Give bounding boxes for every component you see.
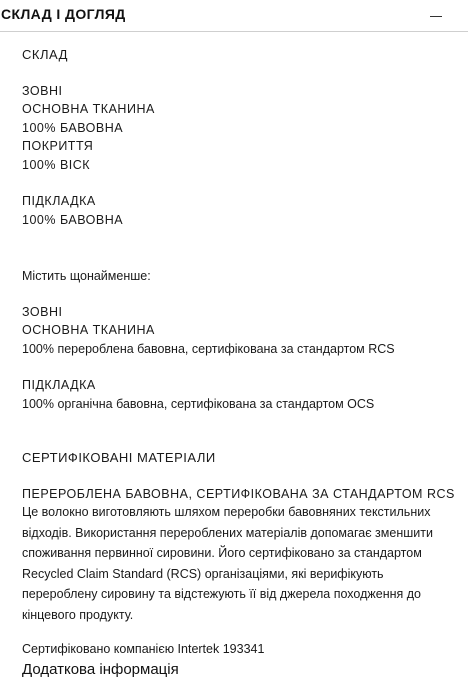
main-fabric-label: ОСНОВНА ТКАНИНА bbox=[22, 102, 155, 116]
more-info-link[interactable]: Додаткова інформація bbox=[22, 661, 179, 678]
min-lining-label: ПІДКЛАДКА bbox=[22, 378, 96, 392]
certifier-text: Сертифіковано компанією Intertek 193341 bbox=[22, 642, 265, 656]
lining-value: 100% БАВОВНА bbox=[22, 213, 124, 227]
composition-heading: СКЛАД bbox=[22, 47, 68, 62]
min-main-fabric-label: ОСНОВНА ТКАНИНА bbox=[22, 323, 155, 337]
certified-heading: СЕРТИФІКОВАНІ МАТЕРІАЛИ bbox=[22, 450, 216, 465]
certified-description: Це волокно виготовляють шляхом переробки бавовняних текстильних відходів. Використання перероблених матеріалів допомагає зменшити споживання первинної сировини. Його сертифіковано за стандартом Recycled Claim Standard (RCS) організаціями, які верифікують перероблену сировину та відстежують її від джерела походження до кінцевого продукту. bbox=[22, 505, 433, 622]
lining-label: ПІДКЛАДКА bbox=[22, 194, 96, 208]
minus-icon[interactable] bbox=[430, 16, 442, 17]
coating-value: 100% ВІСК bbox=[22, 158, 91, 172]
section-header[interactable] bbox=[0, 0, 468, 32]
certified-subheading: ПЕРЕРОБЛЕНА БАВОВНА, СЕРТИФІКОВАНА ЗА СТАНДАРТОМ RCS bbox=[22, 487, 455, 501]
min-outer-label: ЗОВНІ bbox=[22, 305, 63, 319]
min-main-fabric-value: 100% перероблена бавовна, сертифікована за стандартом RCS bbox=[22, 342, 395, 356]
section-title: СКЛАД І ДОГЛЯД bbox=[1, 6, 126, 22]
outer-label: ЗОВНІ bbox=[22, 84, 63, 98]
min-lining-value: 100% органічна бавовна, сертифікована за стандартом OCS bbox=[22, 397, 375, 411]
main-fabric-value: 100% БАВОВНА bbox=[22, 121, 124, 135]
contains-min-heading: Містить щонайменше: bbox=[22, 269, 151, 283]
coating-label: ПОКРИТТЯ bbox=[22, 139, 94, 153]
